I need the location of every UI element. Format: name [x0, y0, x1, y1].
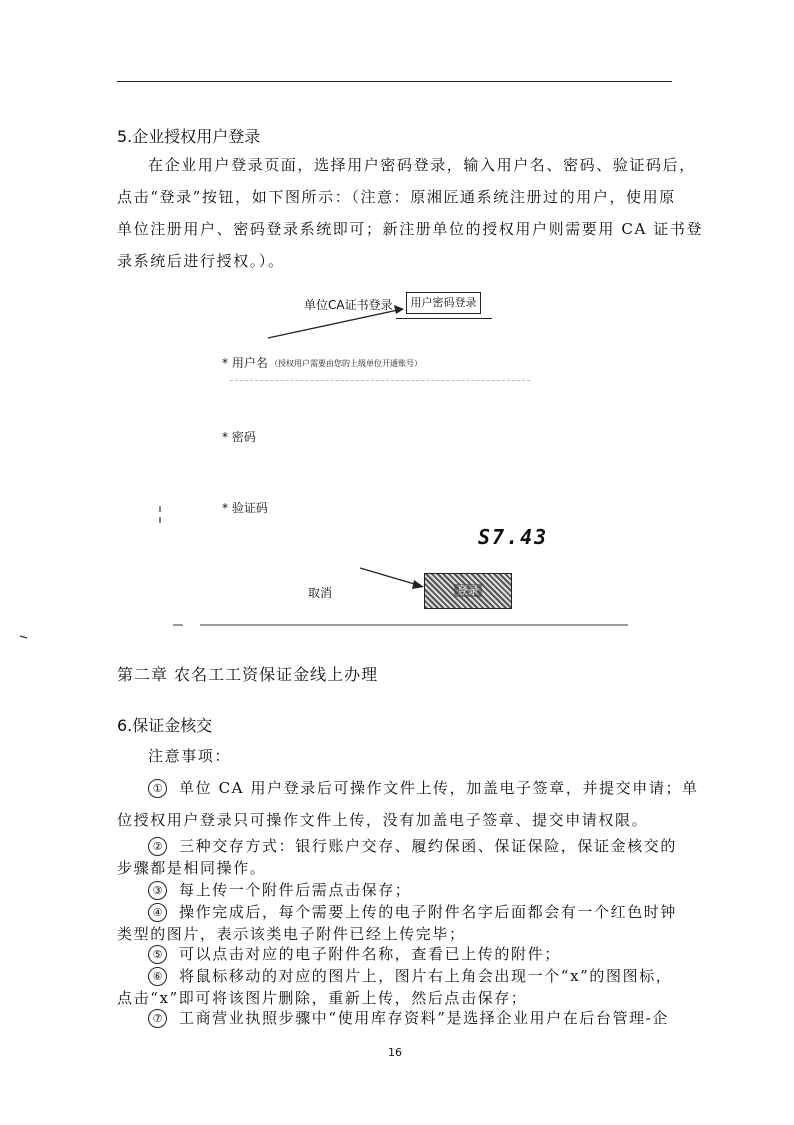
captcha-image[interactable]: S7.43: [478, 525, 549, 549]
section-6-title: 6.保证金核交: [117, 716, 213, 735]
tab-ca-certificate-login[interactable]: 单位CA证书登录: [304, 298, 393, 312]
captcha-input[interactable]: [268, 528, 468, 542]
note-item-5-text: 可以点击对应的电子附件名称，查看已上传的附件；: [179, 945, 561, 963]
note-item-3-text: 每上传一个附件后需点击保存；: [179, 881, 412, 899]
username-hint: （授权用户需要由您的上级单位开通账号）: [270, 359, 422, 368]
number-badge: ②: [148, 837, 167, 856]
note-item-6-continued: 点击“x”即可将该图片删除，重新上传，然后点击保存；: [117, 989, 528, 1007]
number-badge: ⑦: [148, 1009, 167, 1028]
note-item-3: [148, 879, 411, 900]
captcha-label: * 验证码: [222, 501, 268, 515]
arrow-head-icon: [394, 305, 404, 314]
number-badge: ③: [148, 881, 167, 900]
cancel-button[interactable]: 取消: [308, 586, 333, 600]
note-item-1: [148, 777, 699, 798]
section-5-paragraph-line-4: 录系统后进行授权。）。: [117, 252, 285, 270]
arrow-head-icon: [412, 580, 424, 589]
section-5-title: 5.企业授权用户登录: [117, 127, 261, 146]
arrow-to-login-button: [360, 568, 418, 585]
number-badge: ⑤: [148, 945, 167, 964]
note-item-2-text: 三种交存方式：银行账户交存、履约保函、保证保险，保证金核交的: [179, 837, 678, 855]
scan-mark: [20, 636, 27, 638]
note-item-4-text: 操作完成后，每个需要上传的电子附件名字后面都会有一个红色时钟: [179, 903, 678, 921]
login-button-label: 登录: [454, 584, 482, 597]
note-item-1-text: 单位 CA 用户登录后可操作文件上传，加盖电子签章，并提交申请；单: [179, 779, 699, 797]
note-item-1-continued: 位授权用户登录只可操作文件上传，没有加盖电子签章、提交申请权限。: [117, 811, 649, 829]
password-input[interactable]: [230, 456, 530, 460]
username-input[interactable]: [230, 380, 530, 385]
page-number: 16: [388, 1046, 402, 1059]
login-button[interactable]: [424, 573, 512, 609]
note-item-4: [148, 901, 677, 922]
number-badge: ④: [148, 903, 167, 922]
note-item-4-continued: 类型的图片，表示该类电子附件已经上传完毕；: [117, 925, 466, 943]
note-item-2: [148, 835, 677, 856]
section-5-paragraph-line-2: 点击“登录”按钮，如下图所示：（注意：原湘匠通系统注册过的用户，使用原: [117, 188, 676, 206]
password-label: * 密码: [222, 430, 256, 444]
note-item-7-text: 工商营业执照步骤中“使用库存资料”是选择企业用户在后台管理-企: [179, 1009, 670, 1027]
number-badge: ⑥: [148, 967, 167, 986]
note-item-5: [148, 943, 561, 964]
notes-heading: 注意事项：: [148, 747, 232, 765]
arrow-to-password-tab: [268, 310, 398, 338]
section-5-paragraph-line-1: 在企业用户登录页面，选择用户密码登录，输入用户名、密码、验证码后，: [148, 156, 696, 174]
note-item-6-text: 将鼠标移动的对应的图片上，图片右上角会出现一个“x”的图图标，: [179, 967, 673, 985]
note-item-6: [148, 965, 672, 986]
username-label: * 用户名: [222, 356, 268, 370]
note-item-2-continued: 步骤都是相同操作。: [117, 859, 267, 877]
section-5-paragraph-line-3: 单位注册用户、密码登录系统即可；新注册单位的授权用户则需要用 CA 证书登: [117, 220, 704, 238]
chapter-2-title: 第二章 农名工工资保证金线上办理: [117, 665, 379, 684]
number-badge: ①: [148, 779, 167, 798]
tab-password-login[interactable]: 用户密码登录: [406, 292, 481, 314]
note-item-7: [148, 1007, 669, 1028]
